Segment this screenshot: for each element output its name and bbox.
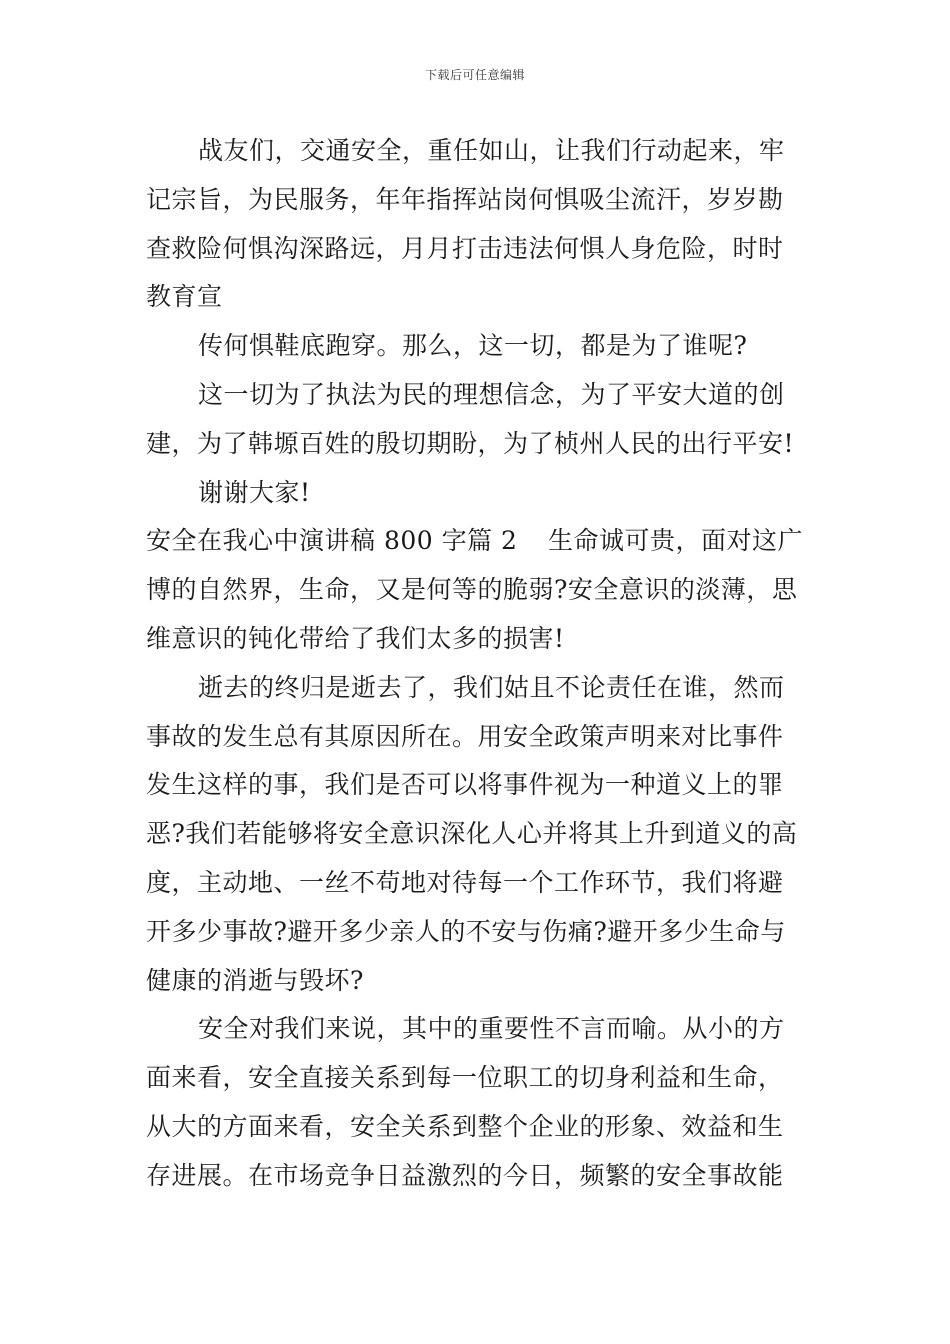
section-title: 安全在我心中演讲稿 800 字篇 2 — [146, 526, 518, 556]
paragraph-line: 传何惧鞋底跑穿。那么，这一切，都是为了谁呢? — [198, 331, 748, 361]
paragraph-line: 发生这样的事，我们是否可以将事件视为一种道义上的罪 — [146, 770, 784, 800]
paragraph-line: 战友们，交通安全，重任如山，让我们行动起来，牢 — [198, 136, 785, 165]
paragraph-line: 安全对我们来说，其中的重要性不言而喻。从小的方 — [198, 1014, 785, 1044]
paragraph-line: 事故的发生总有其原因所在。用安全政策声明来对比事件 — [146, 721, 784, 751]
paragraph-line: 查救险何惧沟深路远，月月打击违法何惧人身危险，时时 — [146, 233, 784, 263]
paragraph-line: 这一切为了执法为民的理想信念，为了平安大道的创 — [198, 379, 785, 409]
paragraph-line: 开多少事故?避开多少亲人的不安与伤痛?避开多少生命与 — [146, 916, 786, 946]
section-heading-line — [146, 517, 808, 566]
paragraph-line: 记宗旨，为民服务，年年指挥站岗何惧吸尘流汗，岁岁勘 — [146, 184, 784, 214]
paragraph-line: 从大的方面来看，安全关系到整个企业的形象、效益和生 — [146, 1111, 784, 1141]
page-header: 下载后可任意编辑 — [424, 68, 525, 82]
paragraph-line: 谢谢大家! — [198, 477, 311, 507]
paragraph-line: 教育宣 — [146, 282, 223, 312]
paragraph-line: 度，主动地、一丝不苟地对待每一个工作环节，我们将避 — [146, 867, 784, 897]
paragraph-line: 建，为了韩塬百姓的殷切期盼，为了桢州人民的出行平安! — [146, 428, 795, 458]
paragraph-line: 健康的消逝与毁坏? — [146, 965, 364, 995]
paragraph-line: 逝去的终归是逝去了，我们姑且不论责任在谁，然而 — [198, 672, 785, 702]
paragraph-line: 存进展。在市场竞争日益激烈的今日，频繁的安全事故能 — [146, 1160, 784, 1190]
paragraph-line: 面来看，安全直接关系到每一位职工的切身利益和生命， — [146, 1063, 784, 1093]
paragraph-line: 恶?我们若能够将安全意识深化人心并将其上升到道义的高 — [146, 819, 798, 849]
section-first-line: 生命诚可贵，面对这广 — [548, 526, 804, 556]
document-body — [146, 127, 808, 1201]
paragraph-line: 维意识的钝化带给了我们太多的损害! — [146, 623, 565, 653]
paragraph-line: 博的自然界，生命，又是何等的脆弱?安全意识的淡薄，思 — [146, 575, 798, 605]
